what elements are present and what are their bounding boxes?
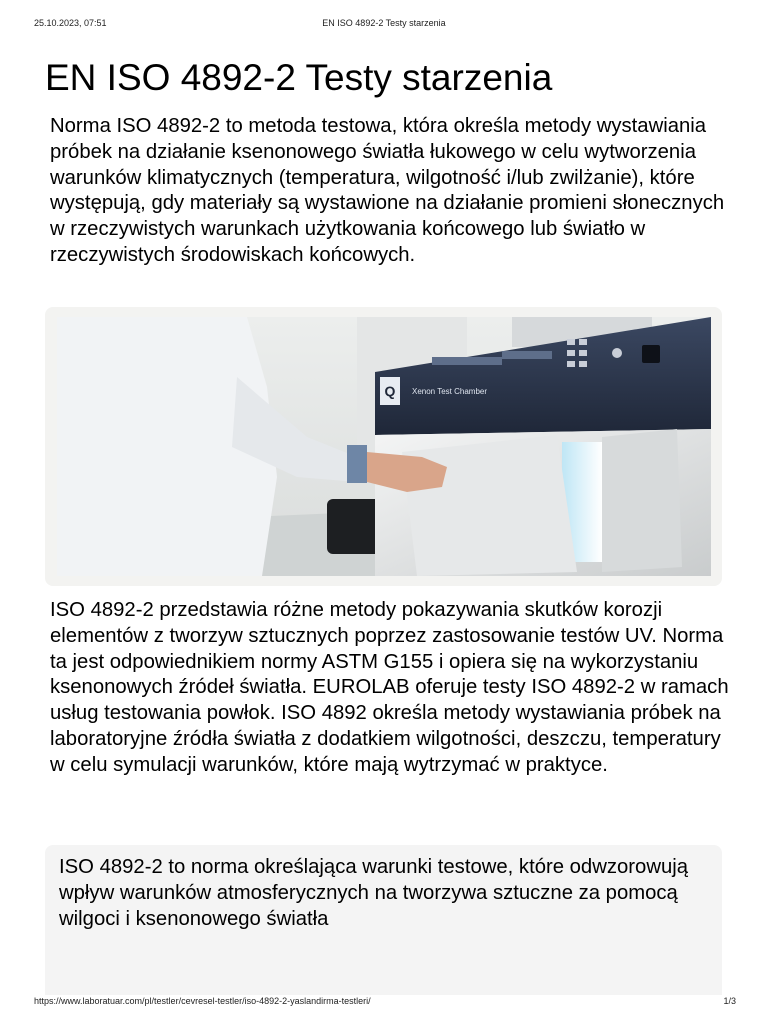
print-header-title: EN ISO 4892-2 Testy starzenia	[322, 18, 446, 28]
brand-mark: Q	[384, 383, 396, 399]
callout-text: ISO 4892-2 to norma określająca warunki testowe, które odwzorowują wpływ warunków atmosferycznych na tworzywa sztuczne za pomocą wilgoci i ksenonowego światła	[59, 856, 689, 930]
callout-box	[45, 845, 722, 995]
machine-label: Xenon Test Chamber	[412, 387, 488, 396]
body-paragraph: ISO 4892-2 przedstawia różne metody pokazywania skutków korozji elementów z tworzyw sztucznych poprzez zastosowanie testów UV. Norma ta jest odpowiednikiem normy ASTM G155 i opiera się na wykorzystaniu ksenonowych źródeł światła. EUROLAB oferuje testy ISO 4892-2 w ramach usług testowania powłok. ISO 4892 określa metody wystawiania próbek na laboratoryjne źródła światła z dodatkiem wilgotności, deszczu, temperatury w celu symulacji warunków, które mają wytrzymać w praktyce.	[50, 599, 729, 776]
machine-lid	[402, 435, 577, 576]
print-footer-page: 1/3	[723, 996, 736, 1006]
print-footer-url: https://www.laboratuar.com/pl/testler/cevresel-testler/iso-4892-2-yaslandirma-testleri/	[34, 996, 371, 1006]
xenon-chamber-photo	[57, 317, 711, 576]
photo-illustration	[57, 317, 711, 576]
page-title: EN ISO 4892-2 Testy starzenia	[45, 57, 553, 98]
photo-card	[45, 307, 722, 586]
intro-paragraph: Norma ISO 4892-2 to metoda testowa, która określa metody wystawiania próbek na działanie ksenonowego światła łukowego w celu wytworzenia warunków klimatycznych (temperatura, wilgotność i/lub zwilżanie), które występują, gdy materiały są wystawione na działanie promieni słonecznych w rzeczywistych warunkach użytkowania końcowego lub światło w rzeczywistych środowiskach końcowych.	[50, 115, 725, 266]
print-header-datetime: 25.10.2023, 07:51	[34, 18, 107, 28]
